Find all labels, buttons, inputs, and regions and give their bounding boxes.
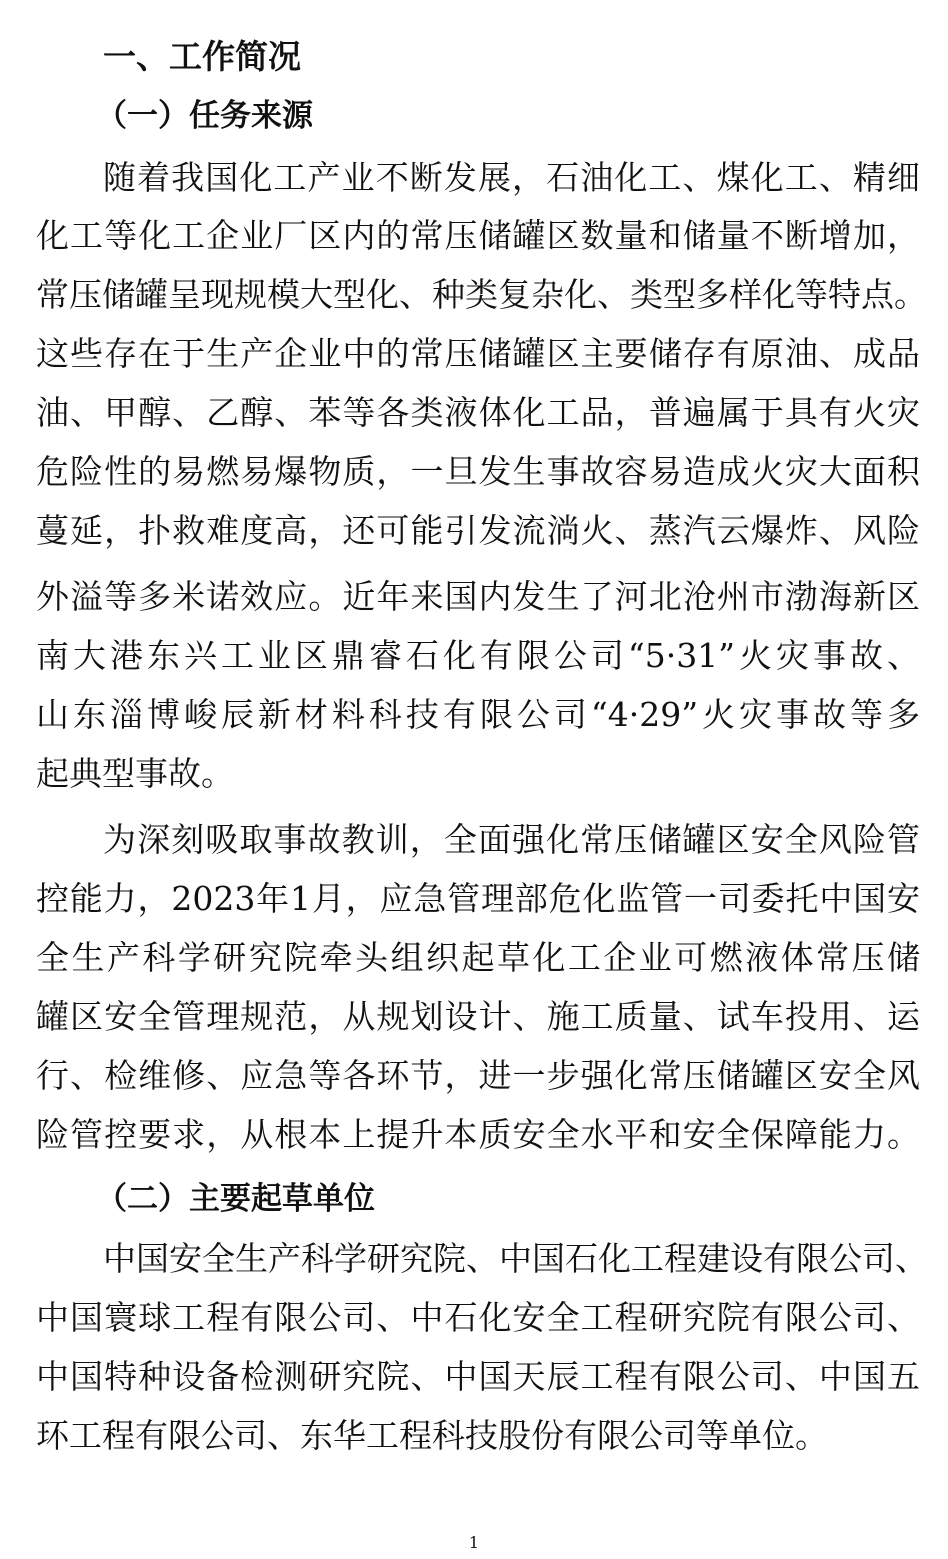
text-line: 环工程有限公司、东华工程科技股份有限公司等单位。	[36, 1416, 828, 1455]
subsection-heading-task-source: （一）任务来源	[96, 98, 313, 134]
text-line: 罐区安全管理规范，从规划设计、施工质量、试车投用、运	[36, 997, 920, 1036]
text-line: 蔓延，扑救难度高，还可能引发流淌火、蒸汽云爆炸、风险	[36, 511, 920, 550]
text-line: 山东淄博峻辰新材料科技有限公司“4·29”火灾事故等多	[36, 695, 920, 734]
text-line: 起典型事故。	[36, 754, 234, 793]
text-line: 险管控要求，从根本上提升本质安全水平和安全保障能力。	[36, 1115, 920, 1154]
section-heading: 一、工作简况	[103, 37, 301, 76]
text-line: 为深刻吸取事故教训，全面强化常压储罐区安全风险管	[103, 820, 920, 859]
text-line: 化工等化工企业厂区内的常压储罐区数量和储量不断增加，	[36, 216, 920, 255]
text-line: 中国特种设备检测研究院、中国天辰工程有限公司、中国五	[36, 1357, 920, 1396]
text-line: 中国安全生产科学研究院、中国石化工程建设有限公司、	[103, 1239, 928, 1278]
text-line: 南大港东兴工业区鼎睿石化有限公司“5·31”火灾事故、	[36, 636, 920, 675]
text-line: 随着我国化工产业不断发展，石油化工、煤化工、精细	[103, 158, 920, 197]
text-line: 常压储罐呈现规模大型化、种类复杂化、类型多样化等特点。	[36, 275, 927, 314]
text-line: 中国寰球工程有限公司、中石化安全工程研究院有限公司、	[36, 1298, 920, 1337]
text-line: 油、甲醇、乙醇、苯等各类液体化工品，普遍属于具有火灾	[36, 393, 920, 432]
text-line: 行、检维修、应急等各环节，进一步强化常压储罐区安全风	[36, 1056, 920, 1095]
text-line: 控能力，2023年1月，应急管理部危化监管一司委托中国安	[36, 879, 920, 918]
text-line: 这些存在于生产企业中的常压储罐区主要储存有原油、成品	[36, 334, 920, 373]
page-number: 1	[468, 1533, 480, 1552]
text-line: 外溢等多米诺效应。近年来国内发生了河北沧州市渤海新区	[36, 577, 920, 616]
text-line: 全生产科学研究院牵头组织起草化工企业可燃液体常压储	[36, 938, 920, 977]
subsection-heading-drafting-units: （二）主要起草单位	[96, 1181, 375, 1217]
text-line: 危险性的易燃易爆物质，一旦发生事故容易造成火灾大面积	[36, 452, 920, 491]
